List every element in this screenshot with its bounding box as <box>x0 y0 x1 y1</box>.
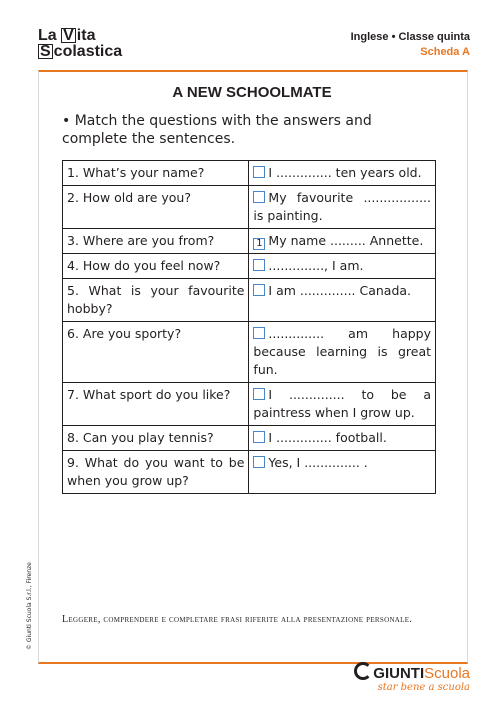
table-row <box>63 383 436 426</box>
answer-text: .............. am happy because learning is great fun. <box>253 326 431 377</box>
matching-table <box>62 160 436 494</box>
answer-checkbox[interactable] <box>253 284 265 296</box>
question-cell: 3. Where are you from? <box>63 229 249 254</box>
question-cell: 2. How old are you? <box>63 186 249 229</box>
footer-objective: Leggere, comprendere e completare frasi riferite alla presentazione personale. <box>62 614 413 625</box>
question-cell: 9. What do you want to be when you grow up? <box>63 451 249 494</box>
answer-checkbox[interactable] <box>253 259 265 271</box>
answer-cell <box>249 254 436 279</box>
answer-cell <box>249 161 436 186</box>
publisher-tagline: star bene a scuola <box>377 682 470 693</box>
table-row <box>63 426 436 451</box>
answer-cell <box>249 383 436 426</box>
giunti-g-icon <box>354 662 372 680</box>
answer-cell <box>249 279 436 322</box>
table-row <box>63 451 436 494</box>
magazine-logo <box>38 28 122 60</box>
answer-text: My name ......... Annette. <box>268 233 424 248</box>
table-row <box>63 254 436 279</box>
answer-checkbox[interactable] <box>253 166 265 178</box>
header-info <box>351 30 470 60</box>
logo-cap-s: S <box>40 43 51 60</box>
logo-cap-v: V <box>63 27 74 44</box>
answer-checkbox[interactable] <box>253 327 265 339</box>
answer-cell <box>249 186 436 229</box>
table-row <box>63 229 436 254</box>
subject-label: Inglese • Classe quinta <box>350 31 470 43</box>
answer-cell <box>249 322 436 383</box>
logo-la: La <box>38 27 62 44</box>
answer-cell <box>249 451 436 494</box>
answer-checkbox[interactable] <box>253 431 265 443</box>
answer-text: I am .............. Canada. <box>268 283 412 298</box>
question-cell: 4. How do you feel now? <box>63 254 249 279</box>
instruction-text: • Match the questions with the answers and complete the sentences. <box>62 113 372 147</box>
logo-colastica: colastica <box>53 43 123 60</box>
question-cell: 5. What is your favourite hobby? <box>63 279 249 322</box>
sheet-label: Scheda A <box>420 46 470 58</box>
answer-text: Yes, I .............. . <box>268 455 368 470</box>
publisher-logo <box>354 662 470 693</box>
table-row <box>63 279 436 322</box>
question-cell: 6. Are you sporty? <box>63 322 249 383</box>
question-cell: 7. What sport do you like? <box>63 383 249 426</box>
logo-ita: ita <box>76 27 96 44</box>
answer-text: I .............. to be a paintress when I grow up. <box>253 387 431 420</box>
publisher-brand: GIUNTI <box>373 665 425 682</box>
question-cell: 8. Can you play tennis? <box>63 426 249 451</box>
answer-cell <box>249 426 436 451</box>
table-row <box>63 161 436 186</box>
answer-checkbox[interactable] <box>253 191 265 203</box>
answer-cell <box>249 229 436 254</box>
table-row <box>63 322 436 383</box>
copyright-note: © Giunti Scuola S.r.l., Firenze <box>26 562 33 650</box>
table-row <box>63 186 436 229</box>
answer-checkbox[interactable]: 1 <box>253 238 265 250</box>
publisher-brand-suffix: Scuola <box>424 665 470 682</box>
page-title: A NEW SCHOOLMATE <box>172 84 332 101</box>
answer-text: I .............. ten years old. <box>268 165 422 180</box>
answer-text: My favourite ................. is painting. <box>253 190 431 223</box>
question-cell: 1. What’s your name? <box>63 161 249 186</box>
answer-text: .............., I am. <box>268 258 364 273</box>
answer-checkbox[interactable] <box>253 456 265 468</box>
answer-text: I .............. football. <box>268 430 387 445</box>
answer-checkbox[interactable] <box>253 388 265 400</box>
